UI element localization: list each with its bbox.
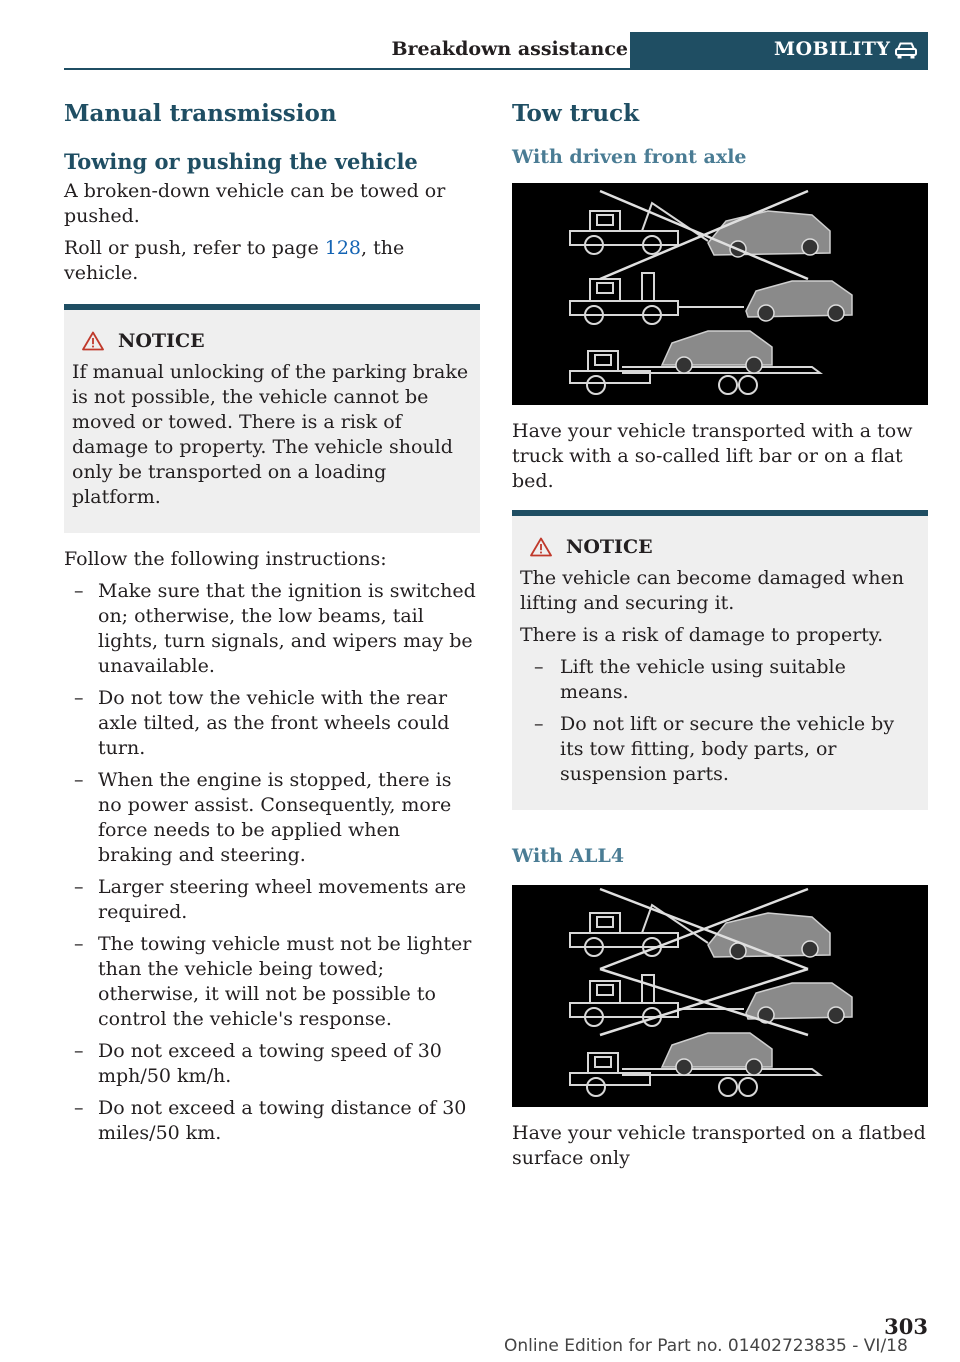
notice-text-1: The vehicle can become damaged when lifting and securing it. bbox=[520, 567, 904, 615]
page-link-128[interactable]: 128 bbox=[324, 237, 362, 259]
list-item-text: The towing vehicle must not be lighter than the vehicle being towed; otherwise, it will not be possible to control the vehicle's response. bbox=[98, 933, 472, 1030]
page-number: 303 bbox=[884, 1314, 928, 1339]
list-item-text: Lift the vehicle using suitable means. bbox=[560, 656, 846, 704]
heading-with-all4: With ALL4 bbox=[512, 845, 625, 868]
list-item bbox=[64, 768, 480, 868]
list-item-text: Do not lift or secure the vehicle by its tow fitting, body parts, or suspension parts. bbox=[560, 713, 895, 786]
right-column bbox=[512, 100, 928, 1178]
list-item bbox=[64, 686, 480, 761]
list-item bbox=[520, 655, 920, 705]
list-item-text: Do not exceed a towing distance of 30 miles/50 km. bbox=[98, 1097, 467, 1144]
section-title: Breakdown assistance bbox=[391, 38, 628, 60]
figure1-caption: Have your vehicle transported with a tow truck with a so-called lift bar or on a flat bed. bbox=[512, 420, 913, 493]
heading-towing-pushing: Towing or pushing the vehicle bbox=[64, 148, 418, 174]
car-icon bbox=[894, 40, 918, 60]
list-item-text: When the engine is stopped, there is no power assist. Consequently, more force needs to be applied when braking and steering. bbox=[98, 769, 452, 866]
page-footer bbox=[64, 1314, 928, 1354]
text-fragment: Roll or push, refer to page bbox=[64, 237, 325, 259]
list-item bbox=[64, 932, 480, 1032]
heading-tow-truck: Tow truck bbox=[512, 100, 640, 127]
chapter-tab bbox=[630, 32, 928, 70]
edition-note: Online Edition for Part no. 01402723835 - VI/18 bbox=[504, 1336, 908, 1356]
list-item bbox=[64, 875, 480, 925]
notice-title bbox=[520, 536, 920, 558]
list-item bbox=[520, 712, 920, 787]
bullet-dash: – bbox=[74, 1097, 84, 1119]
list-item-text: Do not tow the vehicle with the rear axle tilted, as the front wheels could turn. bbox=[98, 687, 450, 759]
page-header bbox=[64, 32, 928, 70]
left-column bbox=[64, 100, 480, 1153]
notice-text-2: There is a risk of damage to property. bbox=[520, 624, 884, 647]
tow-truck-figure-all4 bbox=[512, 885, 928, 1107]
notice-text: If manual unlocking of the parking brake is not possible, the vehicle cannot be moved or towed. There is a risk of damage to property. The vehicle should only be transported on a loading platform. bbox=[72, 361, 469, 508]
notice-title bbox=[72, 330, 472, 352]
bullet-dash: – bbox=[74, 876, 84, 898]
warning-icon bbox=[530, 537, 552, 557]
list-item bbox=[64, 1096, 480, 1146]
warning-icon bbox=[82, 331, 104, 351]
chapter-title: MOBILITY bbox=[774, 38, 891, 60]
tow-truck-figure-front-axle bbox=[512, 183, 928, 405]
heading-manual-transmission: Manual transmission bbox=[64, 100, 337, 127]
list-item-text: Do not exceed a towing speed of 30 mph/50 km/h. bbox=[98, 1040, 442, 1087]
list-item bbox=[64, 1039, 480, 1089]
bullet-dash: – bbox=[74, 580, 84, 602]
header-rule bbox=[64, 68, 928, 70]
notice-list bbox=[520, 655, 920, 787]
instruction-list bbox=[64, 579, 480, 1146]
list-item-text: Make sure that the ignition is switched on; otherwise, the low beams, tail lights, turn signals, and wipers may be unavailable. bbox=[98, 580, 476, 677]
bullet-dash: – bbox=[534, 713, 544, 736]
paragraph-broken-down: A broken-down vehicle can be towed or pushed. bbox=[64, 180, 446, 227]
paragraph-roll-push bbox=[64, 236, 480, 286]
bullet-dash: – bbox=[74, 687, 84, 709]
figure2-caption: Have your vehicle transported on a flatbed surface only bbox=[512, 1122, 926, 1170]
list-item-text: Larger steering wheel movements are required. bbox=[98, 876, 467, 923]
notice-label: NOTICE bbox=[566, 536, 653, 559]
list-item bbox=[64, 579, 480, 679]
bullet-dash: – bbox=[74, 1040, 84, 1062]
notice-box bbox=[64, 304, 480, 533]
notice-label: NOTICE bbox=[118, 330, 205, 352]
bullet-dash: – bbox=[74, 933, 84, 955]
text-fragment: , the vehicle. bbox=[64, 237, 405, 284]
notice-box-lifting bbox=[512, 510, 928, 810]
instructions-intro: Follow the following instructions: bbox=[64, 548, 387, 570]
bullet-dash: – bbox=[534, 656, 544, 679]
bullet-dash: – bbox=[74, 769, 84, 791]
heading-driven-front-axle: With driven front axle bbox=[512, 145, 747, 168]
